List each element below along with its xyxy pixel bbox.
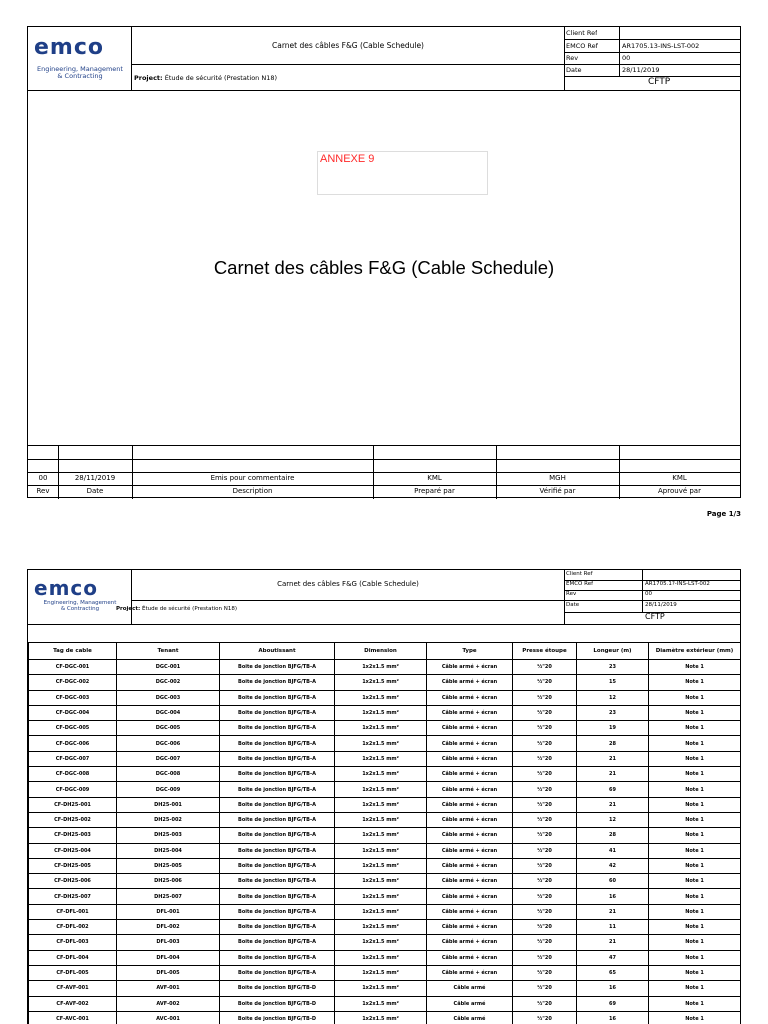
- table-cell: CF-DH25-007: [29, 889, 117, 904]
- table-cell: Boite de jonction BJFG/TB-D: [220, 996, 335, 1011]
- document-page-1: [27, 26, 741, 498]
- company-code: CFTP: [648, 77, 671, 87]
- table-cell: 16: [577, 889, 649, 904]
- company-tagline-2: & Contracting: [57, 72, 103, 80]
- table-cell: 1x2x1.5 mm²: [335, 690, 427, 705]
- rev-row-prepared: KML: [427, 474, 442, 482]
- table-cell: ½"20: [513, 797, 577, 812]
- table-cell: Note 1: [649, 767, 741, 782]
- table-cell: 41: [577, 843, 649, 858]
- table-cell: 1x2x1.5 mm²: [335, 996, 427, 1011]
- table-cell: ½"20: [513, 782, 577, 797]
- table-cell: Câble armé: [427, 1011, 513, 1024]
- table-cell: DH25-004: [117, 843, 220, 858]
- table-cell: ½"20: [513, 736, 577, 751]
- table-cell: Note 1: [649, 797, 741, 812]
- table-cell: DH25-006: [117, 874, 220, 889]
- table-cell: CF-DFL-001: [29, 904, 117, 919]
- date-label: Date: [566, 66, 582, 74]
- table-cell: Boite de jonction BJFG/TB-A: [220, 690, 335, 705]
- table-cell: DGC-001: [117, 660, 220, 675]
- table-row: [29, 950, 741, 965]
- table-cell: Note 1: [649, 812, 741, 827]
- client-ref-label: Client Ref: [566, 29, 598, 37]
- table-cell: 60: [577, 874, 649, 889]
- table-cell: 19: [577, 721, 649, 736]
- table-cell: ½"20: [513, 660, 577, 675]
- table-cell: Note 1: [649, 751, 741, 766]
- table-row: [29, 660, 741, 675]
- table-cell: 21: [577, 767, 649, 782]
- table-cell: ½"20: [513, 812, 577, 827]
- table-cell: ½"20: [513, 721, 577, 736]
- rev-label: Rev: [566, 54, 579, 62]
- table-cell: CF-DFL-004: [29, 950, 117, 965]
- page1-header: [28, 27, 740, 91]
- table-cell: CF-DH25-006: [29, 874, 117, 889]
- table-cell: CF-DH25-001: [29, 797, 117, 812]
- table-row: [29, 996, 741, 1011]
- table-cell: Note 1: [649, 660, 741, 675]
- table-cell: Câble armé + écran: [427, 675, 513, 690]
- table-cell: Note 1: [649, 935, 741, 950]
- column-header: Type: [427, 643, 513, 660]
- table-cell: Câble armé + écran: [427, 736, 513, 751]
- table-cell: AVF-002: [117, 996, 220, 1011]
- table-cell: Boite de jonction BJFG/TB-A: [220, 950, 335, 965]
- table-cell: ½"20: [513, 1011, 577, 1024]
- table-cell: DGC-006: [117, 736, 220, 751]
- table-cell: DH25-003: [117, 828, 220, 843]
- table-cell: ½"20: [513, 935, 577, 950]
- table-row: [29, 965, 741, 980]
- table-cell: 16: [577, 1011, 649, 1024]
- table-cell: Note 1: [649, 981, 741, 996]
- rev-header-rev: Rev: [36, 487, 50, 495]
- table-cell: Câble armé + écran: [427, 721, 513, 736]
- rev-value: 00: [645, 591, 652, 597]
- table-cell: 1x2x1.5 mm²: [335, 660, 427, 675]
- table-cell: 1x2x1.5 mm²: [335, 705, 427, 720]
- table-cell: CF-AVF-002: [29, 996, 117, 1011]
- table-cell: Câble armé + écran: [427, 705, 513, 720]
- table-row: [29, 721, 741, 736]
- table-cell: Boite de jonction BJFG/TB-A: [220, 812, 335, 827]
- table-cell: ½"20: [513, 828, 577, 843]
- table-cell: 1x2x1.5 mm²: [335, 981, 427, 996]
- table-cell: Note 1: [649, 950, 741, 965]
- project-line: [134, 74, 277, 82]
- table-row: [29, 1011, 741, 1024]
- project-value: Étude de sécurité (Prestation N18): [164, 74, 278, 82]
- table-cell: 28: [577, 736, 649, 751]
- column-header: Diamètre extérieur (mm): [649, 643, 741, 660]
- rev-header-verified: Vérifié par: [539, 487, 576, 495]
- table-cell: AVC-001: [117, 1011, 220, 1024]
- table-cell: CF-DGC-002: [29, 675, 117, 690]
- table-cell: DFL-004: [117, 950, 220, 965]
- table-cell: 21: [577, 935, 649, 950]
- project-line: [116, 606, 237, 612]
- table-cell: ½"20: [513, 981, 577, 996]
- rev-row-description: Emis pour commentaire: [210, 474, 295, 482]
- table-cell: Note 1: [649, 889, 741, 904]
- table-row: [29, 690, 741, 705]
- rev-header-approved: Aprouvé par: [658, 487, 701, 495]
- table-cell: Câble armé + écran: [427, 660, 513, 675]
- table-cell: 1x2x1.5 mm²: [335, 782, 427, 797]
- table-cell: DGC-004: [117, 705, 220, 720]
- table-cell: Boite de jonction BJFG/TB-A: [220, 751, 335, 766]
- rev-value: 00: [622, 54, 631, 62]
- table-cell: Boite de jonction BJFG/TB-A: [220, 721, 335, 736]
- table-cell: Boite de jonction BJFG/TB-A: [220, 675, 335, 690]
- table-cell: Note 1: [649, 736, 741, 751]
- table-cell: 1x2x1.5 mm²: [335, 751, 427, 766]
- annexe-box: [317, 151, 488, 195]
- table-row: [29, 935, 741, 950]
- table-cell: 23: [577, 705, 649, 720]
- table-cell: Boite de jonction BJFG/TB-A: [220, 828, 335, 843]
- table-row: [29, 828, 741, 843]
- table-cell: CF-DH25-004: [29, 843, 117, 858]
- table-cell: Note 1: [649, 782, 741, 797]
- table-cell: 1x2x1.5 mm²: [335, 675, 427, 690]
- table-cell: Boite de jonction BJFG/TB-A: [220, 904, 335, 919]
- table-cell: CF-DGC-001: [29, 660, 117, 675]
- rev-row-verified: MGH: [549, 474, 566, 482]
- table-cell: Câble armé + écran: [427, 843, 513, 858]
- table-cell: Note 1: [649, 965, 741, 980]
- table-row: [29, 767, 741, 782]
- table-cell: 69: [577, 996, 649, 1011]
- table-cell: Câble armé + écran: [427, 920, 513, 935]
- table-cell: DFL-003: [117, 935, 220, 950]
- table-cell: DGC-007: [117, 751, 220, 766]
- table-cell: DH25-007: [117, 889, 220, 904]
- company-logo: emco: [34, 576, 98, 600]
- table-cell: ½"20: [513, 843, 577, 858]
- table-cell: Note 1: [649, 920, 741, 935]
- table-cell: 1x2x1.5 mm²: [335, 904, 427, 919]
- table-cell: CF-DGC-004: [29, 705, 117, 720]
- table-cell: 1x2x1.5 mm²: [335, 721, 427, 736]
- table-body: [29, 660, 741, 1024]
- doc-title: Carnet des câbles F&G (Cable Schedule): [272, 41, 424, 50]
- table-cell: ½"20: [513, 920, 577, 935]
- date-value: 28/11/2019: [622, 66, 660, 74]
- emco-ref-label: EMCO Ref: [566, 42, 598, 50]
- table-cell: Note 1: [649, 1011, 741, 1024]
- table-cell: DGC-008: [117, 767, 220, 782]
- table-row: [29, 874, 741, 889]
- table-cell: ½"20: [513, 675, 577, 690]
- table-cell: AVF-001: [117, 981, 220, 996]
- emco-ref-value: AR1705.13-INS-LST-002: [622, 42, 700, 50]
- table-row: [29, 981, 741, 996]
- main-title: Carnet des câbles F&G (Cable Schedule): [213, 257, 555, 278]
- project-label: Project:: [116, 606, 141, 612]
- column-header: Tag de cable: [29, 643, 117, 660]
- table-cell: 12: [577, 690, 649, 705]
- table-cell: Boite de jonction BJFG/TB-A: [220, 736, 335, 751]
- table-cell: Boite de jonction BJFG/TB-A: [220, 889, 335, 904]
- date-label: Date: [566, 602, 580, 608]
- table-cell: 47: [577, 950, 649, 965]
- rev-header-date: Date: [86, 487, 104, 495]
- table-cell: 1x2x1.5 mm²: [335, 767, 427, 782]
- table-row: [29, 797, 741, 812]
- table-cell: 23: [577, 660, 649, 675]
- table-cell: Câble armé + écran: [427, 751, 513, 766]
- table-cell: CF-DFL-003: [29, 935, 117, 950]
- company-code: CFTP: [645, 612, 665, 621]
- table-cell: 11: [577, 920, 649, 935]
- table-cell: CF-DFL-005: [29, 965, 117, 980]
- table-cell: CF-DH25-003: [29, 828, 117, 843]
- column-header: Longeur (m): [577, 643, 649, 660]
- table-cell: 1x2x1.5 mm²: [335, 736, 427, 751]
- table-cell: Boite de jonction BJFG/TB-A: [220, 858, 335, 873]
- table-cell: DGC-005: [117, 721, 220, 736]
- table-row: [29, 675, 741, 690]
- company-tagline-1: Engineering, Management: [37, 65, 123, 73]
- table-cell: 1x2x1.5 mm²: [335, 889, 427, 904]
- table-cell: Boite de jonction BJFG/TB-A: [220, 767, 335, 782]
- table-row: [29, 705, 741, 720]
- table-cell: 28: [577, 828, 649, 843]
- table-row: [29, 858, 741, 873]
- table-cell: 12: [577, 812, 649, 827]
- table-cell: Câble armé + écran: [427, 782, 513, 797]
- table-cell: 21: [577, 751, 649, 766]
- table-cell: 1x2x1.5 mm²: [335, 935, 427, 950]
- logo-block: [28, 27, 132, 90]
- date-value: 28/11/2019: [645, 602, 677, 608]
- column-header: Presse étoupe: [513, 643, 577, 660]
- table-cell: Câble armé + écran: [427, 690, 513, 705]
- table-cell: 1x2x1.5 mm²: [335, 828, 427, 843]
- project-label: Project:: [134, 74, 163, 82]
- rev-row-approved: KML: [672, 474, 687, 482]
- emco-ref-label: EMCO Ref: [566, 581, 594, 587]
- table-cell: 1x2x1.5 mm²: [335, 812, 427, 827]
- table-cell: Boite de jonction BJFG/TB-D: [220, 1011, 335, 1024]
- table-cell: Note 1: [649, 843, 741, 858]
- table-cell: Câble armé + écran: [427, 950, 513, 965]
- table-cell: DFL-002: [117, 920, 220, 935]
- table-cell: 15: [577, 675, 649, 690]
- table-cell: CF-DGC-005: [29, 721, 117, 736]
- table-cell: 1x2x1.5 mm²: [335, 843, 427, 858]
- document-page-2: [27, 569, 741, 1024]
- table-cell: ½"20: [513, 767, 577, 782]
- table-cell: Note 1: [649, 858, 741, 873]
- table-cell: CF-DGC-003: [29, 690, 117, 705]
- table-header-row: [29, 643, 741, 660]
- table-cell: Câble armé + écran: [427, 767, 513, 782]
- table-row: [29, 751, 741, 766]
- table-cell: 1x2x1.5 mm²: [335, 950, 427, 965]
- table-cell: 65: [577, 965, 649, 980]
- table-cell: CF-DGC-007: [29, 751, 117, 766]
- table-cell: CF-DH25-002: [29, 812, 117, 827]
- column-header: Aboutissant: [220, 643, 335, 660]
- emco-ref-value: AR1705.1?-INS-LST-002: [645, 581, 710, 587]
- annexe-label: ANNEXE 9: [320, 153, 375, 165]
- table-cell: Boite de jonction BJFG/TB-A: [220, 920, 335, 935]
- table-cell: DGC-009: [117, 782, 220, 797]
- table-cell: Câble armé: [427, 981, 513, 996]
- table-cell: Note 1: [649, 690, 741, 705]
- table-cell: Câble armé + écran: [427, 858, 513, 873]
- table-cell: DFL-001: [117, 904, 220, 919]
- table-cell: Note 1: [649, 996, 741, 1011]
- table-cell: Boite de jonction BJFG/TB-A: [220, 843, 335, 858]
- table-cell: Note 1: [649, 705, 741, 720]
- table-cell: DFL-005: [117, 965, 220, 980]
- table-cell: 1x2x1.5 mm²: [335, 874, 427, 889]
- table-cell: 1x2x1.5 mm²: [335, 920, 427, 935]
- table-row: [29, 920, 741, 935]
- table-cell: Note 1: [649, 675, 741, 690]
- logo-block: [28, 570, 132, 624]
- table-cell: Câble armé + écran: [427, 828, 513, 843]
- company-tagline-2: & Contracting: [60, 606, 100, 612]
- table-cell: 69: [577, 782, 649, 797]
- table-row: [29, 889, 741, 904]
- table-cell: 1x2x1.5 mm²: [335, 965, 427, 980]
- table-cell: Boite de jonction BJFG/TB-A: [220, 660, 335, 675]
- table-cell: ½"20: [513, 965, 577, 980]
- table-cell: CF-DGC-009: [29, 782, 117, 797]
- rev-header-prepared: Preparé par: [414, 487, 455, 495]
- doc-title: Carnet des câbles F&G (Cable Schedule): [277, 580, 419, 588]
- table-cell: ½"20: [513, 889, 577, 904]
- rev-row-rev: 00: [38, 474, 48, 482]
- table-cell: CF-DGC-008: [29, 767, 117, 782]
- table-cell: ½"20: [513, 950, 577, 965]
- table-cell: ½"20: [513, 690, 577, 705]
- table-cell: Câble armé + écran: [427, 904, 513, 919]
- table-row: [29, 843, 741, 858]
- rev-row-date: 28/11/2019: [74, 474, 116, 482]
- table-cell: CF-DGC-006: [29, 736, 117, 751]
- table-cell: DH25-001: [117, 797, 220, 812]
- table-cell: ½"20: [513, 874, 577, 889]
- table-cell: DGC-003: [117, 690, 220, 705]
- table-cell: Note 1: [649, 904, 741, 919]
- table-cell: ½"20: [513, 751, 577, 766]
- table-cell: Note 1: [649, 828, 741, 843]
- table-cell: DH25-002: [117, 812, 220, 827]
- rev-label: Rev: [566, 591, 577, 597]
- table-cell: Boite de jonction BJFG/TB-A: [220, 782, 335, 797]
- table-cell: 16: [577, 981, 649, 996]
- table-cell: CF-DH25-005: [29, 858, 117, 873]
- table-cell: ½"20: [513, 904, 577, 919]
- table-cell: Boite de jonction BJFG/TB-A: [220, 874, 335, 889]
- column-header: Tenant: [117, 643, 220, 660]
- table-cell: CF-AVF-001: [29, 981, 117, 996]
- table-cell: CF-DFL-002: [29, 920, 117, 935]
- table-cell: ½"20: [513, 996, 577, 1011]
- table-cell: Câble armé + écran: [427, 797, 513, 812]
- table-cell: Câble armé + écran: [427, 965, 513, 980]
- table-cell: CF-AVC-001: [29, 1011, 117, 1024]
- table-cell: Boite de jonction BJFG/TB-A: [220, 935, 335, 950]
- table-cell: Note 1: [649, 874, 741, 889]
- table-cell: ½"20: [513, 858, 577, 873]
- company-logo: emco: [34, 35, 104, 60]
- client-ref-label: Client Ref: [566, 571, 593, 577]
- table-cell: Boite de jonction BJFG/TB-A: [220, 705, 335, 720]
- table-cell: 1x2x1.5 mm²: [335, 797, 427, 812]
- column-header: Dimension: [335, 643, 427, 660]
- table-cell: 42: [577, 858, 649, 873]
- table-cell: 1x2x1.5 mm²: [335, 858, 427, 873]
- table-cell: Note 1: [649, 721, 741, 736]
- table-cell: 21: [577, 904, 649, 919]
- company-tagline-1: Engineering, Management: [43, 600, 117, 606]
- table-cell: Câble armé: [427, 996, 513, 1011]
- table-cell: Câble armé + écran: [427, 812, 513, 827]
- table-cell: Câble armé + écran: [427, 889, 513, 904]
- table-cell: DH25-005: [117, 858, 220, 873]
- table-cell: Câble armé + écran: [427, 874, 513, 889]
- page-number: Page 1/3: [706, 510, 741, 518]
- project-value: Étude de sécurité (Prestation N18): [141, 606, 238, 612]
- table-row: [29, 736, 741, 751]
- table-cell: 21: [577, 797, 649, 812]
- table-cell: DGC-002: [117, 675, 220, 690]
- table-cell: Boite de jonction BJFG/TB-D: [220, 981, 335, 996]
- table-cell: Boite de jonction BJFG/TB-A: [220, 965, 335, 980]
- table-cell: 1x2x1.5 mm²: [335, 1011, 427, 1024]
- table-row: [29, 904, 741, 919]
- table-cell: Boite de jonction BJFG/TB-A: [220, 797, 335, 812]
- table-cell: Câble armé + écran: [427, 935, 513, 950]
- table-cell: ½"20: [513, 705, 577, 720]
- rev-header-description: Description: [232, 487, 273, 495]
- page2-header: [28, 570, 740, 625]
- table-row: [29, 782, 741, 797]
- table-row: [29, 812, 741, 827]
- cable-schedule-table: [28, 642, 741, 1024]
